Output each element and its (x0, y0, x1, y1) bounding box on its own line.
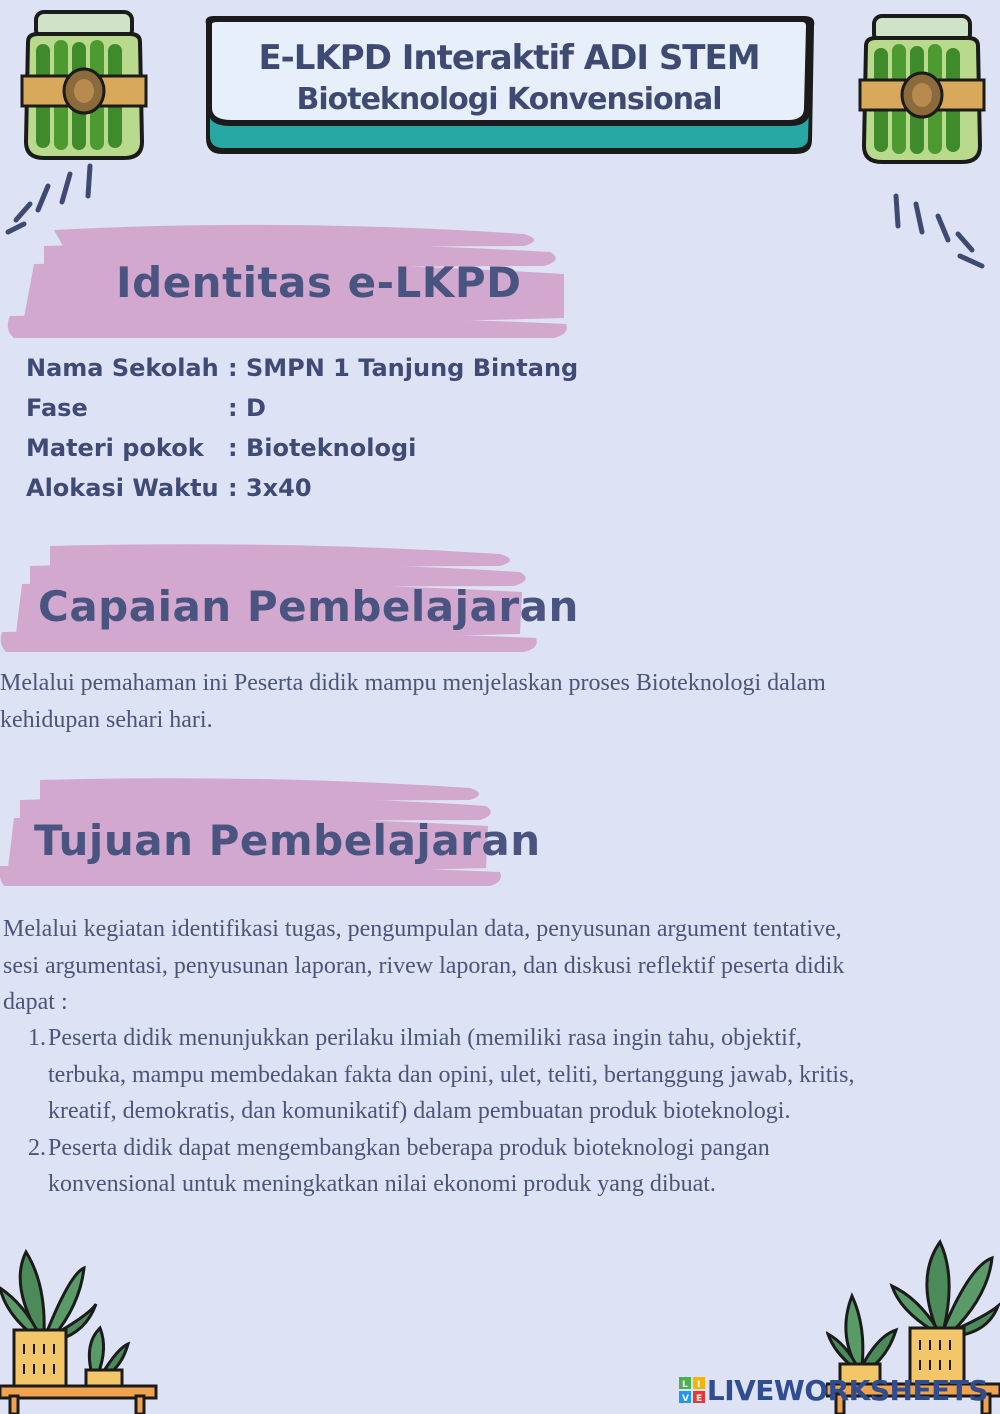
id-label: Fase (26, 394, 88, 422)
capaian-text (0, 665, 1000, 738)
logo-letter: V (681, 1394, 689, 1403)
id-value: : 3x40 (228, 474, 312, 502)
id-value: : Bioteknologi (228, 434, 417, 462)
pickle-jar-icon-left (14, 4, 154, 164)
id-row-fase (26, 394, 586, 430)
header-title-line1: E-LKPD Interaktif ADI STEM (258, 38, 760, 78)
id-label: Materi pokok (26, 434, 204, 462)
goal-line: kreatif, demokratis, dan komunikatif) dalam pembuatan produk bioteknologi. (48, 1098, 791, 1124)
logo-letter: E (695, 1394, 703, 1403)
goal-item-2 (28, 1130, 994, 1203)
capaian-heading: Capaian Pembelajaran (38, 582, 579, 631)
tujuan-intro-line2: sesi argumentasi, penyusunan laporan, rivew laporan, dan diskusi reflektif peserta didik (3, 952, 845, 979)
id-value: : SMPN 1 Tanjung Bintang (228, 354, 579, 382)
header-title-line2: Bioteknologi Konvensional (296, 82, 722, 117)
header-banner (200, 14, 818, 160)
capaian-text-line2: kehidupan sehari hari. (0, 706, 213, 733)
tujuan-intro-line3: dapat : (3, 989, 68, 1015)
goal-item-1 (28, 1020, 994, 1130)
potted-plant-icon-left (0, 1244, 170, 1414)
tujuan-intro-line1: Melalui kegiatan identifikasi tugas, pengumpulan data, penyusunan argument tentative, (3, 916, 842, 942)
liveworksheets-logo-icon (679, 1377, 705, 1403)
goal-number: 1. (28, 1025, 46, 1051)
tujuan-intro (3, 911, 997, 1021)
logo-letter: L (681, 1380, 688, 1390)
id-label: Nama Sekolah (26, 354, 219, 382)
goal-number: 2. (28, 1134, 46, 1161)
liveworksheets-text: LIVEWORKSHEETS (706, 1373, 988, 1407)
goals-list (28, 1020, 994, 1203)
goal-line: konvensional untuk meningkatkan nilai ekonomi produk yang dibuat. (48, 1171, 716, 1197)
liveworksheets-watermark (679, 1370, 988, 1410)
id-row-alokasi-waktu (26, 474, 586, 510)
capaian-text-line1: Melalui pemahaman ini Peserta didik mampu menjelaskan proses Bioteknologi dalam (0, 670, 826, 696)
id-label: Alokasi Waktu (26, 474, 219, 502)
goal-line: Peserta didik menunjukkan perilaku ilmiah (memiliki rasa ingin tahu, objektif, (48, 1025, 802, 1051)
logo-letter: I (696, 1380, 701, 1390)
burst-lines-icon-right (888, 190, 988, 276)
id-value: : D (228, 394, 266, 422)
goal-line: Peserta didik dapat mengembangkan beberapa produk bioteknologi pangan (48, 1134, 770, 1161)
identitas-heading: Identitas e-LKPD (116, 258, 522, 307)
id-row-nama-sekolah (26, 354, 586, 390)
tujuan-heading: Tujuan Pembelajaran (34, 816, 541, 865)
goal-line: terbuka, mampu membedakan fakta dan opini, ulet, teliti, bertanggung jawab, kritis, (48, 1061, 855, 1088)
id-row-materi-pokok (26, 434, 586, 470)
pickle-jar-icon-right (852, 8, 992, 168)
